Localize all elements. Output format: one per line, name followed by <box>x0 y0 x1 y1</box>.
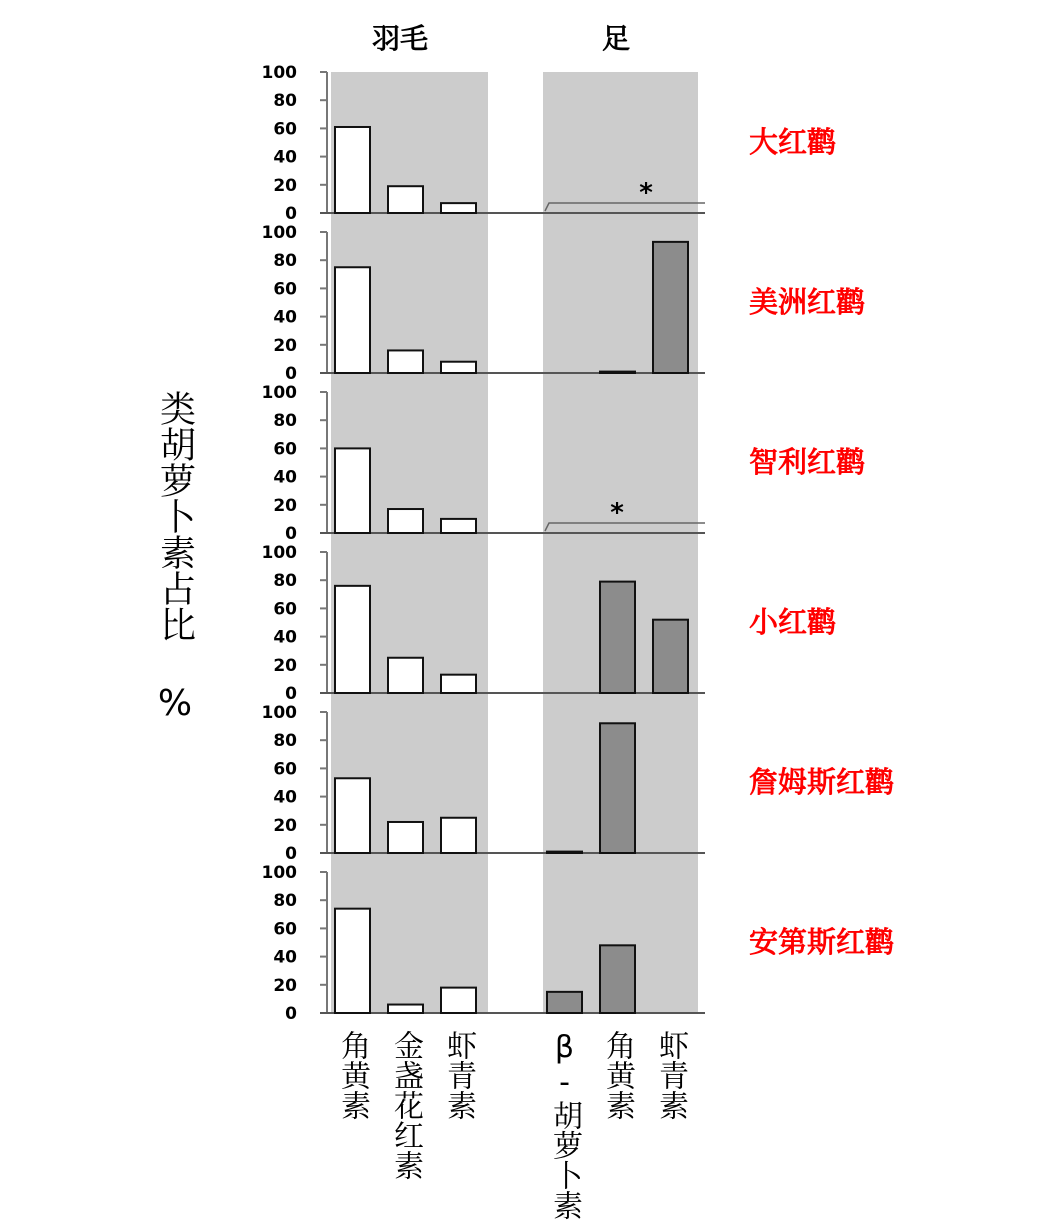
feather-bar <box>335 127 370 213</box>
y-tick-label: 40 <box>273 467 297 488</box>
feather-bar <box>388 509 423 533</box>
y-tick-label: 40 <box>273 947 297 968</box>
trace-asterisk: * <box>610 498 624 528</box>
y-tick-label: 0 <box>285 844 297 864</box>
y-tick-label: 80 <box>273 731 297 752</box>
y-tick-label: 40 <box>273 627 297 648</box>
y-tick-label: 40 <box>273 787 297 808</box>
leg-bar <box>653 242 688 373</box>
feather-bar <box>441 818 476 853</box>
y-tick-label: 80 <box>273 411 297 432</box>
feather-bar <box>388 186 423 213</box>
species-label: 安第斯红鹳 <box>749 925 895 959</box>
y-tick-label: 100 <box>261 703 297 723</box>
category-label: 虾青素 <box>441 1030 476 1120</box>
y-tick-label: 100 <box>261 223 297 243</box>
y-tick-label: 20 <box>273 175 297 196</box>
leg-bar <box>547 852 582 853</box>
feather-bar <box>335 909 370 1013</box>
feather-bar <box>388 1005 423 1013</box>
y-axis-title: 类胡萝卜素占比 % <box>154 390 196 724</box>
feather-bar <box>441 988 476 1013</box>
y-tick-label: 80 <box>273 891 297 912</box>
feather-bar <box>441 203 476 213</box>
category-label: 虾青素 <box>653 1030 688 1120</box>
y-tick-label: 100 <box>261 863 297 883</box>
feather-bar <box>335 267 370 373</box>
y-tick-label: 80 <box>273 91 297 112</box>
feather-bar <box>335 586 370 693</box>
y-tick-label: 0 <box>285 204 297 224</box>
y-tick-label: 0 <box>285 364 297 384</box>
labels-layer <box>155 22 895 1220</box>
category-label: β-胡萝卜素 <box>547 1030 582 1220</box>
y-tick-label: 60 <box>273 919 297 940</box>
y-tick-label: 20 <box>273 495 297 516</box>
category-label: 角黄素 <box>335 1030 370 1120</box>
species-label: 智利红鹳 <box>749 445 866 479</box>
feather-bar <box>441 519 476 533</box>
y-tick-label: 80 <box>273 251 297 272</box>
category-label: 角黄素 <box>600 1030 635 1120</box>
species-label: 大红鹳 <box>749 125 837 159</box>
group-title: 羽毛 <box>371 22 429 55</box>
y-tick-label: 40 <box>273 307 297 328</box>
y-tick-label: 20 <box>273 975 297 996</box>
y-tick-label: 0 <box>285 684 297 704</box>
feather-bar <box>441 675 476 693</box>
feather-bar <box>388 658 423 693</box>
feather-bar <box>335 448 370 533</box>
y-tick-label: 60 <box>273 759 297 780</box>
y-tick-label: 60 <box>273 599 297 620</box>
feather-bar <box>335 778 370 853</box>
leg-bar <box>600 945 635 1013</box>
y-tick-label: 60 <box>273 279 297 300</box>
trace-asterisk: * <box>639 178 653 208</box>
y-tick-label: 0 <box>285 1004 297 1024</box>
species-label: 小红鹳 <box>749 605 837 639</box>
group-title: 足 <box>601 22 631 55</box>
species-label: 詹姆斯红鹳 <box>749 765 895 799</box>
feather-bar <box>441 362 476 373</box>
y-tick-label: 60 <box>273 439 297 460</box>
feather-bar <box>388 822 423 853</box>
leg-bar <box>547 992 582 1013</box>
species-label: 美洲红鹳 <box>749 285 866 319</box>
y-tick-label: 40 <box>273 147 297 168</box>
y-tick-label: 100 <box>261 543 297 563</box>
leg-bar <box>600 723 635 853</box>
y-tick-label: 100 <box>261 63 297 83</box>
leg-bar <box>653 620 688 693</box>
y-tick-label: 0 <box>285 524 297 544</box>
y-tick-label: 20 <box>273 815 297 836</box>
leg-bar <box>600 372 635 373</box>
y-tick-label: 20 <box>273 335 297 356</box>
category-label: 金盏花红素 <box>388 1030 423 1180</box>
y-tick-label: 100 <box>261 383 297 403</box>
leg-bar <box>600 582 635 693</box>
y-tick-label: 20 <box>273 655 297 676</box>
y-tick-label: 80 <box>273 571 297 592</box>
feather-bar <box>388 350 423 373</box>
y-tick-label: 60 <box>273 119 297 140</box>
